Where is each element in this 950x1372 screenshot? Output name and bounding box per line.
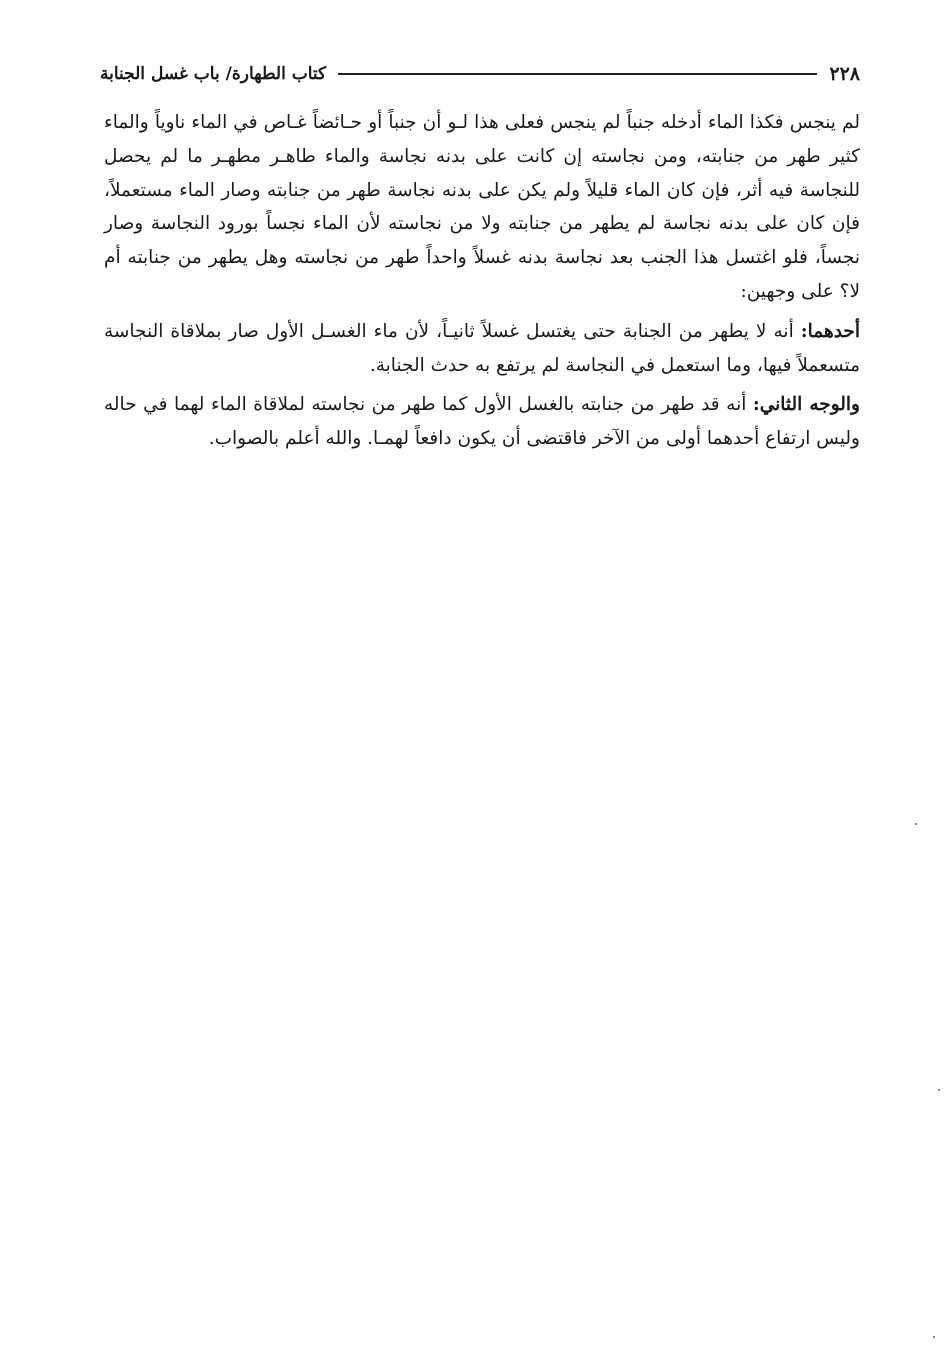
page-number: ٢٢٨ [829,63,860,85]
paragraph-3-text: أنه قد طهر من جنابته بالغسل الأول كما طهر من نجاسته لملاقاة الماء لهما في حاله وليس ارتفاع أحدهما أولى من الآخر فاقتضى أن يكون دافعاً لهمـا. والله أعلم بالصواب. [104,394,860,450]
paragraph-3-lead: والوجه الثاني: [752,394,860,416]
scan-speck [938,1089,940,1091]
body-text [104,106,860,456]
scan-speck [915,823,917,825]
scan-speck [933,1336,935,1338]
paragraph-1: لم ينجس فكذا الماء أدخله جنباً لم ينجس فعلى هذا لـو أن جنباً أو حـائضاً غـاص في الماء ناوياً والماء كثير طهر من جنابته، ومن نجاسته إن كانت على بدنه نجاسة والماء طاهـر مطهـر ما لم يحصل للنجاسة فيه أثر، فإن كان الماء قليلاً ولم يكن على بدنه نجاسة طهر من جنابته وصار الماء مستعملاً، فإن كان على بدنه نجاسة لم يطهر من جنابته ولا من نجاسته لأن الماء نجساً بورود النجاسة وصار نجساً، فلو اغتسل هذا الجنب بعد نجاسة بدنه غسلاً واحداً طهر من نجاسته وهل يطهر من جنابته أم لا؟ على وجهين: [104,112,860,302]
running-head-title: كتاب الطهارة/ باب غسل الجنابة [100,64,327,84]
running-head [100,58,860,90]
paragraph-2-lead: أحدهما: [800,320,860,342]
paragraph-2-text: أنه لا يطهر من الجنابة حتى يغتسل غسلاً ثانيـاً، لأن ماء الغسـل الأول صار بملاقاة النجاسة متسعملاً فيها، وما استعمل في النجاسة لم يرتفع به حدث الجنابة. [104,320,860,376]
header-rule [338,73,817,75]
paragraph-3 [104,388,860,456]
paragraph-2 [104,315,860,383]
